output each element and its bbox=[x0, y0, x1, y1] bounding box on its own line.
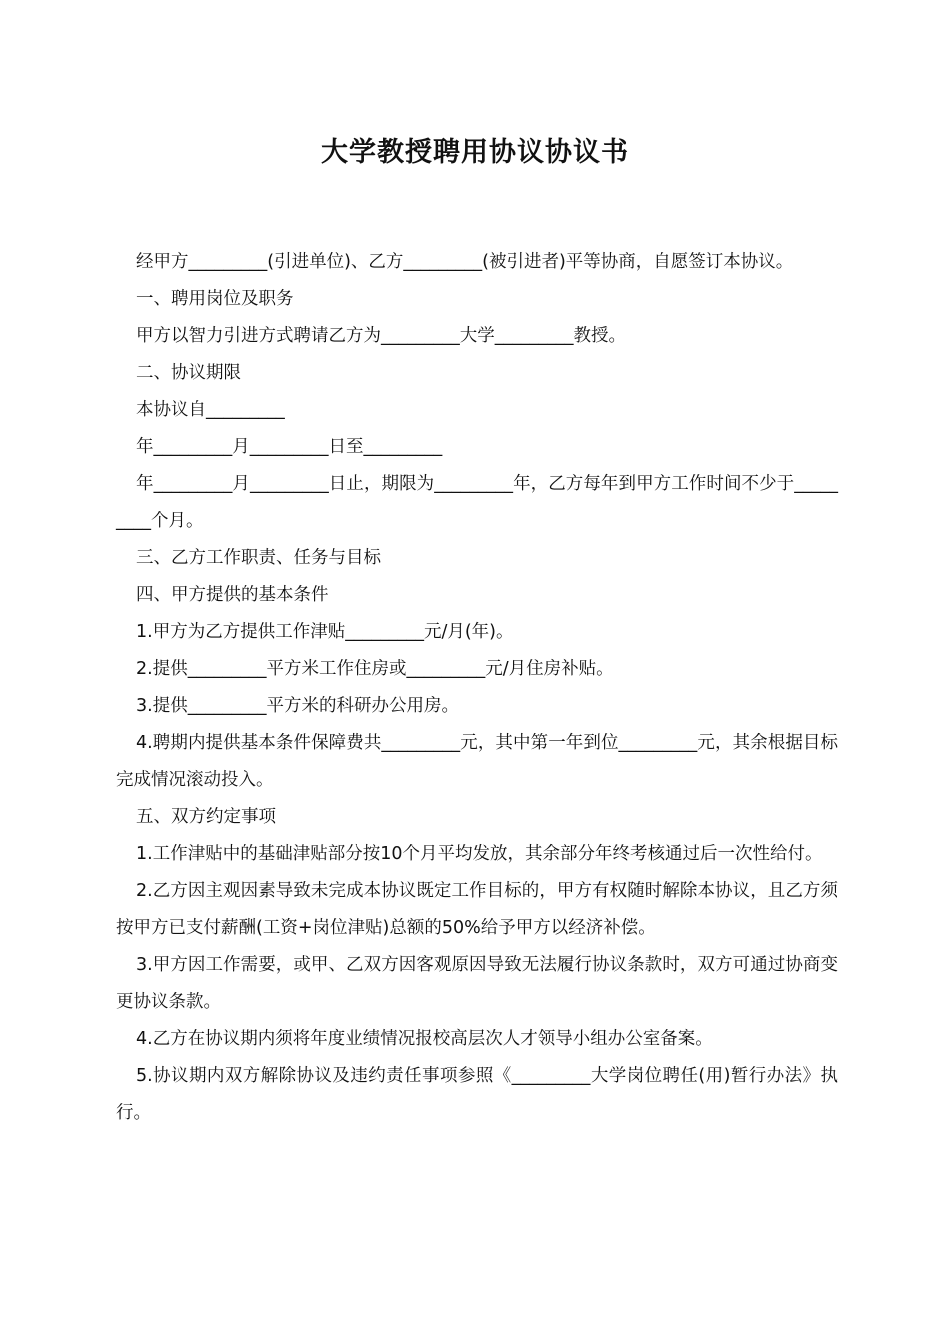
section-heading-1: 一、聘用岗位及职务 bbox=[136, 289, 294, 309]
document-body bbox=[116, 244, 838, 1132]
paragraph: 年_________月_________日至_________ bbox=[136, 437, 443, 457]
section-heading-3: 三、乙方工作职责、任务与目标 bbox=[136, 548, 381, 568]
list-item: 1.工作津贴中的基础津贴部分按10个月平均发放，其余部分年终考核通过后一次性给付。 bbox=[136, 844, 823, 864]
page-title: 大学教授聘用协议协议书 bbox=[321, 137, 629, 168]
section-heading-5: 五、双方约定事项 bbox=[136, 807, 276, 827]
list-item: 4.乙方在协议期内须将年度业绩情况报校高层次人才领导小组办公室备案。 bbox=[136, 1029, 713, 1049]
list-item: 4.聘期内提供基本条件保障费共_________元，其中第一年到位_________元，其余根据目标完成情况滚动投入。 bbox=[116, 733, 838, 790]
intro-paragraph: 经甲方_________(引进单位)、乙方_________(被引进者)平等协商，自愿签订本协议。 bbox=[136, 252, 794, 272]
paragraph: 年_________月_________日止，期限为_________年，乙方每年到甲方工作时间不少于_________个月。 bbox=[116, 474, 838, 531]
list-item: 3.甲方因工作需要，或甲、乙双方因客观原因导致无法履行协议条款时，双方可通过协商变更协议条款。 bbox=[116, 955, 838, 1012]
list-item: 3.提供_________平方米的科研办公用房。 bbox=[136, 696, 459, 716]
section-heading-2: 二、协议期限 bbox=[136, 363, 241, 383]
list-item: 2.提供_________平方米工作住房或_________元/月住房补贴。 bbox=[136, 659, 614, 679]
section-heading-4: 四、甲方提供的基本条件 bbox=[136, 585, 329, 605]
list-item: 5.协议期内双方解除协议及违约责任事项参照《_________大学岗位聘任(用)暂行办法》执行。 bbox=[116, 1066, 838, 1123]
list-item: 2.乙方因主观因素导致未完成本协议既定工作目标的，甲方有权随时解除本协议，且乙方须按甲方已支付薪酬(工资+岗位津贴)总额的50%给予甲方以经济补偿。 bbox=[116, 881, 838, 938]
paragraph: 甲方以智力引进方式聘请乙方为_________大学_________教授。 bbox=[136, 326, 626, 346]
paragraph: 本协议自_________ bbox=[136, 400, 285, 420]
list-item: 1.甲方为乙方提供工作津贴_________元/月(年)。 bbox=[136, 622, 514, 642]
